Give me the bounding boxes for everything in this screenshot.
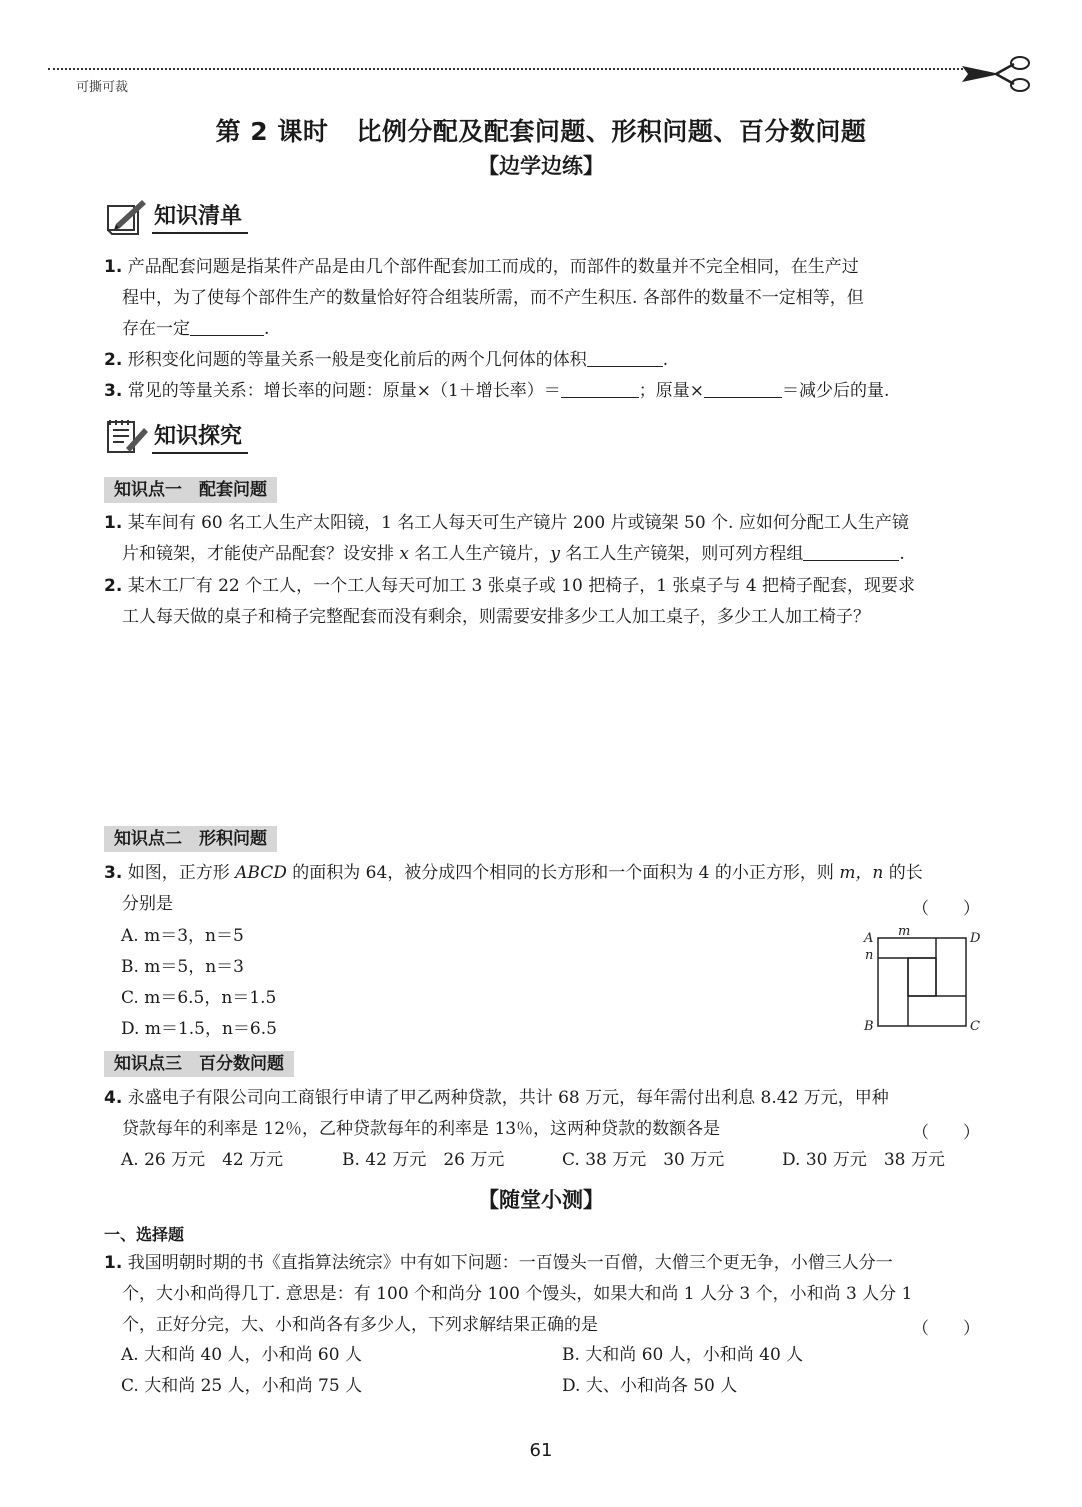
answer-paren[interactable]: （ ） xyxy=(912,899,980,919)
option-c[interactable]: C. 大和尚 25 人，小和尚 75 人 xyxy=(121,1376,363,1396)
option-a[interactable]: A. m＝3，n＝5 xyxy=(121,926,244,946)
question-text: 名工人生产镜架，则可列方程组 xyxy=(560,544,804,564)
item-text: ；原量× xyxy=(638,381,705,401)
question-text: 个，大小和尚得几丁. 意思是：有 100 个和尚分 100 个馒头，如果大和尚 1 人分 3 个，小和尚 3 人分 1 xyxy=(122,1284,913,1304)
label-c: C xyxy=(970,1019,980,1034)
question-text: 个，正好分完，大、小和尚各有多少人，下列求解结果正确的是 xyxy=(122,1315,598,1335)
small-square xyxy=(908,958,936,996)
variable-x: x xyxy=(399,544,409,564)
option-d[interactable]: D. 大、小和尚各 50 人 xyxy=(562,1376,738,1396)
knowledge-point-3-label: 知识点三 百分数问题 xyxy=(104,1051,294,1077)
question-text: . xyxy=(899,544,905,564)
question-text: 的面积为 64，被分成四个相同的长方形和一个面积为 4 的小正方形，则 xyxy=(286,863,840,883)
question-number: 1. xyxy=(104,513,123,533)
item-text: 产品配套问题是指某件产品是由几个部件配套加工而成的，而部件的数量并不完全相同，在生产过 xyxy=(127,257,859,277)
question-text: 工人每天做的桌子和椅子完整配套而没有剩余，则需要安排多少工人加工桌子，多少工人加工椅子？ xyxy=(122,607,870,627)
answer-paren[interactable]: （ ） xyxy=(912,1123,980,1143)
label-a: A xyxy=(864,931,874,946)
answer-blank[interactable] xyxy=(704,379,782,398)
answer-blank[interactable] xyxy=(587,348,663,367)
label-n: n xyxy=(865,948,874,963)
question-text: 如图，正方形 xyxy=(127,863,236,883)
item-text: 常见的等量关系：增长率的问题：原量×（1＋增长率）＝ xyxy=(127,381,561,401)
option-a[interactable]: A. 大和尚 40 人，小和尚 60 人 xyxy=(121,1345,362,1365)
question-1 xyxy=(104,508,980,570)
book-pen-icon xyxy=(104,196,150,236)
notepad-pen-icon xyxy=(104,416,150,456)
question-2 xyxy=(104,571,980,633)
option-c[interactable]: C. m＝6.5，n＝1.5 xyxy=(121,988,277,1008)
question-text: 分别是 xyxy=(122,894,173,914)
question-text: 某车间有 60 名工人生产太阳镜，1 名工人每天可生产镜片 200 片或镜架 50 个. 应如何分配工人生产镜 xyxy=(127,513,909,533)
item-text: . xyxy=(662,350,669,370)
item-number: 3. xyxy=(104,381,123,401)
answer-blank[interactable] xyxy=(803,542,899,561)
knowledge-explore-title: 知识探究 xyxy=(152,419,248,454)
item-number: 1. xyxy=(104,257,123,277)
item-number: 2. xyxy=(104,350,123,370)
page-number: 61 xyxy=(529,1440,553,1461)
label-d: D xyxy=(970,931,981,946)
knowledge-item-3 xyxy=(104,376,980,407)
option-b[interactable]: B. m＝5，n＝3 xyxy=(121,957,245,977)
question-number: 4. xyxy=(104,1088,123,1108)
item-text: 形积变化问题的等量关系一般是变化前后的两个几何体的体积 xyxy=(127,350,587,370)
knowledge-list-heading xyxy=(104,196,248,236)
page-title xyxy=(0,112,1082,148)
variables-mn: m，n xyxy=(839,863,884,883)
option-b[interactable]: B. 大和尚 60 人，小和尚 40 人 xyxy=(562,1345,804,1365)
item-text: . xyxy=(264,319,270,339)
item-text: 存在一定 xyxy=(122,319,190,339)
knowledge-point-1-label: 知识点一 配套问题 xyxy=(104,477,277,503)
square-diagram xyxy=(860,922,990,1038)
question-3 xyxy=(104,858,980,920)
question-text: 我国明朝时期的书《直指算法统宗》中有如下问题：一百馒头一百僧，大僧三个更无争，小僧三人分一 xyxy=(127,1253,893,1273)
knowledge-item-1 xyxy=(104,252,980,345)
answer-paren[interactable]: （ ） xyxy=(912,1319,980,1339)
square-name: ABCD xyxy=(235,863,287,883)
outer-square xyxy=(878,938,966,1026)
scissors-icon xyxy=(960,54,1032,94)
label-m: m xyxy=(898,924,911,939)
answer-blank[interactable] xyxy=(190,317,264,336)
question-text: 贷款每年的利率是 12％，乙种贷款每年的利率是 13％，这两种贷款的数额各是 xyxy=(122,1119,721,1139)
cut-note: 可撕可裁 xyxy=(76,80,129,95)
question-text: 名工人生产镜片， xyxy=(409,544,551,564)
knowledge-item-2 xyxy=(104,345,980,376)
option-b[interactable]: B. 42 万元 26 万元 xyxy=(342,1150,505,1170)
question-4 xyxy=(104,1083,980,1145)
cut-line xyxy=(48,68,963,70)
option-c[interactable]: C. 38 万元 30 万元 xyxy=(562,1150,725,1170)
lesson-number: 第 2 课时 xyxy=(215,117,329,146)
question-text: 某木工厂有 22 个工人，一个工人每天可加工 3 张桌子或 10 把椅子，1 张桌子与 4 把椅子配套，现要求 xyxy=(127,576,916,596)
question-number: 2. xyxy=(104,576,123,596)
item-text: ＝减少后的量. xyxy=(782,381,890,401)
option-d[interactable]: D. m＝1.5，n＝6.5 xyxy=(121,1019,277,1039)
section-choice: 一、选择题 xyxy=(104,1225,185,1244)
option-a[interactable]: A. 26 万元 42 万元 xyxy=(121,1150,284,1170)
quiz-question-1 xyxy=(104,1248,980,1341)
answer-blank[interactable] xyxy=(561,379,639,398)
quiz-heading: 【随堂小测】 xyxy=(478,1188,604,1212)
variable-y: y xyxy=(550,544,561,564)
question-number: 3. xyxy=(104,863,123,883)
label-b: B xyxy=(864,1019,874,1034)
question-text: 永盛电子有限公司向工商银行申请了甲乙两种贷款，共计 68 万元，每年需付出利息 8.42 万元，甲种 xyxy=(127,1088,889,1108)
question-text: 的长 xyxy=(883,863,923,883)
item-text: 程中，为了使每个部件生产的数量恰好符合组装所需，而不产生积压. 各部件的数量不一定相等，但 xyxy=(122,288,864,308)
page-subtitle: 【边学边练】 xyxy=(478,154,604,178)
question-number: 1. xyxy=(104,1253,123,1273)
question-text: 片和镜架，才能使产品配套？设安排 xyxy=(122,544,400,564)
knowledge-list-title: 知识清单 xyxy=(152,199,248,234)
knowledge-point-2-label: 知识点二 形积问题 xyxy=(104,826,277,852)
lesson-topic: 比例分配及配套问题、形积问题、百分数问题 xyxy=(356,117,867,146)
knowledge-explore-heading xyxy=(104,416,248,456)
option-d[interactable]: D. 30 万元 38 万元 xyxy=(782,1150,945,1170)
